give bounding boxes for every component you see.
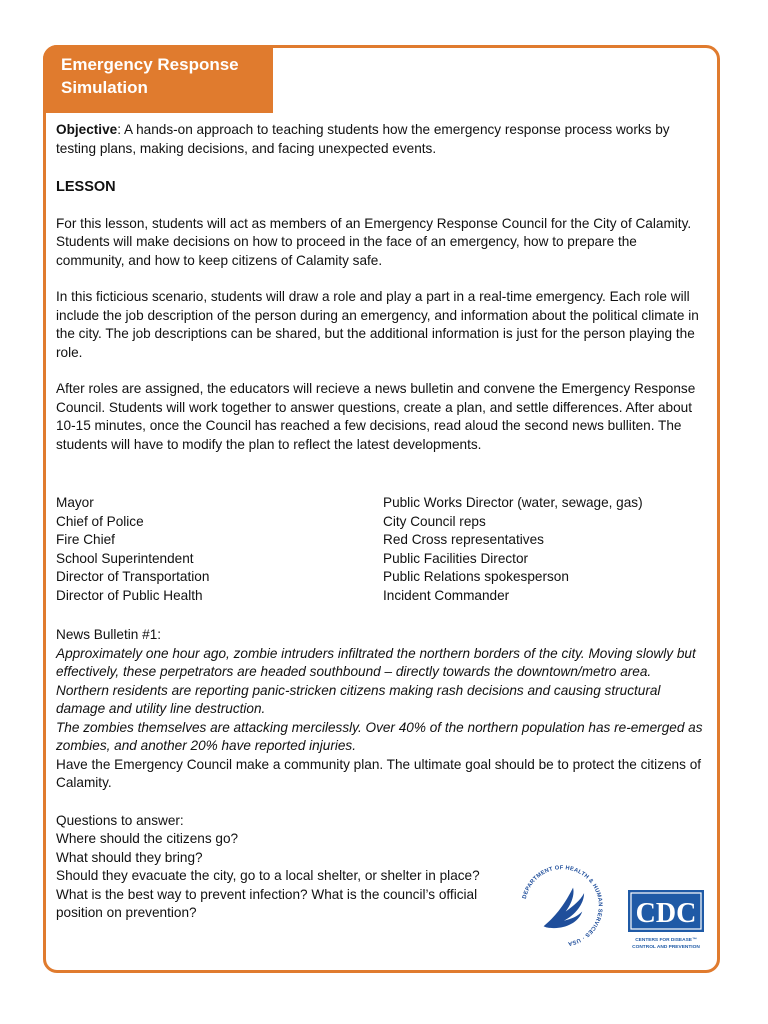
bulletin-text: The zombies themselves are attacking mercilessly. Over 40% of the northern population has re-emerged as zombies, and another 20% have reported injuries. [56, 719, 703, 753]
hhs-seal-logo [516, 860, 608, 952]
questions-section [56, 812, 526, 923]
hhs-seal-text: DEPARTMENT OF HEALTH & HUMAN SERVICES · USA [521, 865, 603, 947]
cdc-logo [627, 889, 705, 951]
role-item: Public Relations spokesperson [383, 569, 569, 584]
objective [56, 121, 706, 158]
lesson-paragraph: In this ficticious scenario, students will draw a role and play a part in a real-time emergency. Each role will include the job description of the person during an emergency, and information about the political climate in the city. The job descriptions can be shared, but the additional information is just for the person playing the role. [56, 289, 699, 360]
role-item: Incident Commander [383, 587, 510, 603]
title-line-2: Simulation [61, 78, 148, 97]
question-item: Where should the citizens go? [56, 831, 239, 846]
svg-text:DEPARTMENT OF HEALTH & HUMAN S [522, 865, 603, 946]
question-item: Should they evacuate the city, go to a local shelter, or shelter in place? [56, 868, 480, 883]
role-item: School Superintendent [56, 550, 194, 566]
role-item: Public Works Director (water, sewage, gas) [383, 495, 643, 510]
cdc-subtitle-2: CONTROL AND PREVENTION [632, 945, 700, 950]
role-item: Director of Transportation [56, 569, 210, 584]
role-item: Director of Public Health [56, 587, 203, 603]
title-tab [43, 45, 273, 113]
lesson-paragraph: After roles are assigned, the educators will recieve a news bulletin and convene the Emergency Response Council. Students will work together to answer questions, create a plan, and settle differences. After about 10-15 minutes, once the Council has reached a few decisions, read aloud the second news bulliten. The students will have to modify the plan to reflect the latest developments. [56, 381, 696, 452]
question-item: What is the best way to prevent infection? What is the council’s official position on prevention? [56, 886, 478, 920]
cdc-subtitle-1: CENTERS FOR DISEASE™ [635, 938, 697, 943]
role-item: City Council reps [383, 513, 486, 529]
role-item: Chief of Police [56, 513, 144, 529]
cdc-logo-text: CDC [635, 898, 697, 929]
role-item: Fire Chief [56, 532, 115, 547]
bulletin-title: News Bulletin #1: [56, 627, 162, 642]
questions-title: Questions to answer: [56, 812, 184, 828]
lesson-paragraph: For this lesson, students will act as members of an Emergency Response Council for the City of Calamity. Students will make decisions on how to proceed in the face of an emergency, how to prepare the community, and how to keep citizens of Calamity safe. [56, 215, 692, 268]
roles-list [56, 494, 706, 605]
role-item: Mayor [56, 495, 94, 510]
title-line-1: Emergency Response [61, 55, 239, 74]
question-item: What should they bring? [56, 849, 203, 865]
roles-left-column [56, 494, 383, 605]
document-body [56, 121, 706, 923]
plan-instructions: Have the Emergency Council make a community plan. The ultimate goal should be to protect the citizens of Calamity. [56, 756, 702, 790]
roles-right-column [383, 494, 643, 605]
objective-label: Objective [56, 122, 118, 137]
role-item: Public Facilities Director [383, 550, 529, 566]
eagle-icon [544, 888, 584, 928]
news-bulletin [56, 626, 706, 756]
lesson-heading: LESSON [56, 179, 116, 195]
bulletin-text: Approximately one hour ago, zombie intruders infiltrated the northern borders of the city. Moving slowly but effectively, these perpetrators are headed southbound – directly towards the downtown/metro area. Northern residents are reporting panic-stricken citizens making rash decisions and causing structural damage and utility line destruction. [56, 645, 696, 716]
objective-text: : A hands-on approach to teaching students how the emergency response process works by testing plans, making decisions, and facing unexpected events. [56, 122, 670, 156]
role-item: Red Cross representatives [383, 532, 544, 547]
